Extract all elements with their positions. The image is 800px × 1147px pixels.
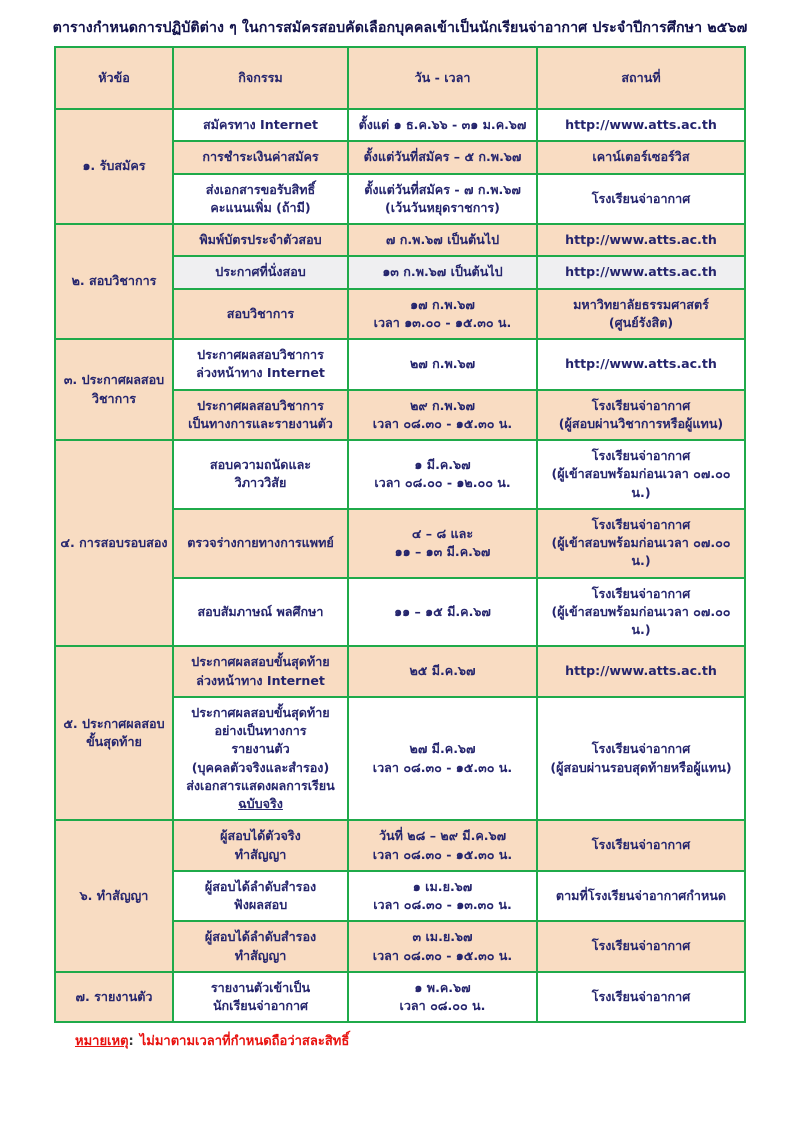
note-label: หมายเหตุ (75, 1034, 129, 1050)
datetime-cell-line: เวลา ๐๘.๓๐ - ๑๕.๓๐ น. (372, 415, 513, 431)
activity-cell-line: ประกาศที่นั่งสอบ (215, 264, 306, 280)
datetime-cell (348, 390, 537, 441)
activity-cell-line: ล่วงหน้าทาง Internet (196, 672, 325, 688)
datetime-cell (348, 646, 537, 697)
topic-cell (55, 109, 173, 224)
datetime-cell-line: วันที่ ๒๘ – ๒๙ มี.ค.๖๗ (378, 828, 507, 844)
datetime-cell (348, 578, 537, 647)
datetime-cell (348, 440, 537, 509)
datetime-cell (348, 256, 537, 288)
topic-line: ๔. การสอบรอบสอง (60, 535, 168, 551)
activity-cell-line: สอบสัมภาษณ์ พลศึกษา (197, 603, 324, 619)
place-cell (537, 390, 745, 441)
place-cell (537, 289, 745, 340)
activity-cell-line: ประกาศผลสอบขั้นสุดท้าย (191, 704, 330, 720)
place-cell-line: โรงเรียนจ่าอากาศ (591, 448, 691, 464)
topic-cell (55, 339, 173, 440)
place-cell (537, 256, 745, 288)
place-cell-line: (ผู้เข้าสอบพร้อมก่อนเวลา ๐๗.๐๐ น.) (551, 535, 731, 569)
schedule-table (54, 46, 746, 1023)
place-cell (537, 141, 745, 173)
activity-cell-line: ล่วงหน้าทาง Internet (196, 365, 325, 381)
place-cell-line: โรงเรียนจ่าอากาศ (591, 837, 691, 853)
datetime-cell-line: (เว้นวันหยุดราชการ) (385, 199, 500, 215)
place-cell (537, 224, 745, 256)
table-row (55, 440, 745, 509)
place-cell-line: ตามที่โรงเรียนจ่าอากาศกำหนด (555, 887, 727, 903)
topic-line: ขั้นสุดท้าย (86, 734, 142, 750)
activity-cell (173, 141, 348, 173)
datetime-cell (348, 339, 537, 390)
datetime-cell-line: เวลา ๐๘.๓๐ - ๑๓.๓๐ น. (373, 897, 512, 913)
activity-cell-line: วิภาววิสัย (234, 475, 287, 491)
datetime-cell-line: ๑๑ – ๑๕ มี.ค.๖๗ (394, 603, 491, 619)
place-cell (537, 871, 745, 922)
activity-cell-line: ตรวจร่างกายทางการแพทย์ (187, 535, 334, 551)
datetime-cell-line: ๑ พ.ค.๖๗ (414, 979, 471, 995)
datetime-cell (348, 289, 537, 340)
datetime-cell-line: เวลา ๑๓.๐๐ - ๑๕.๓๐ น. (373, 314, 512, 330)
datetime-cell (348, 509, 537, 578)
note-text: ไม่มาตามเวลาที่กำหนดถือว่าสละสิทธิ์ (139, 1034, 350, 1050)
datetime-cell (348, 921, 537, 972)
place-cell-line: http://www.atts.ac.th (565, 356, 717, 372)
activity-cell (173, 871, 348, 922)
place-cell (537, 697, 745, 821)
activity-cell-line: คะแนนเพิ่ม (ถ้ามี) (210, 199, 311, 215)
activity-cell-line-underlined: ฉบับจริง (238, 796, 283, 812)
table-row (55, 109, 745, 141)
datetime-cell (348, 972, 537, 1023)
datetime-cell-line: ๒๗ ก.พ.๖๗ (409, 356, 476, 372)
activity-cell-line: รายงานตัวเข้าเป็น (210, 979, 311, 995)
activity-cell-line: ผู้สอบได้ลำดับสำรอง (204, 929, 317, 945)
activity-cell-line: ผู้สอบได้ตัวจริง (220, 828, 301, 844)
place-cell-line: เคาน์เตอร์เซอร์วิส (592, 149, 690, 165)
activity-cell-line: ทำสัญญา (234, 846, 287, 862)
place-cell (537, 921, 745, 972)
table-row (55, 646, 745, 697)
activity-cell (173, 820, 348, 871)
datetime-cell (348, 109, 537, 141)
place-cell (537, 820, 745, 871)
place-cell-line: (ผู้เข้าสอบพร้อมก่อนเวลา ๐๗.๐๐ น.) (551, 466, 731, 500)
activity-cell (173, 697, 348, 821)
datetime-cell-line: เวลา ๐๘.๐๐ น. (399, 998, 486, 1014)
column-header-place: สถานที่ (537, 47, 745, 109)
datetime-cell-line: ตั้งแต่วันที่สมัคร - ๗ ก.พ.๖๗ (364, 181, 521, 197)
activity-cell (173, 972, 348, 1023)
place-cell-line: โรงเรียนจ่าอากาศ (591, 190, 691, 206)
topic-line: ๓. ประกาศผลสอบ (63, 372, 165, 388)
place-cell-line: http://www.atts.ac.th (565, 117, 717, 133)
activity-cell-line: สอบความถนัดและ (209, 457, 312, 473)
place-cell-line: (ผู้สอบผ่านรอบสุดท้ายหรือผู้แทน) (550, 759, 732, 775)
activity-cell (173, 440, 348, 509)
activity-cell-line: สอบวิชาการ (226, 305, 295, 321)
datetime-cell-line: เวลา ๐๘.๐๐ - ๑๒.๐๐ น. (374, 475, 511, 491)
activity-cell-line: พิมพ์บัตรประจำตัวสอบ (199, 232, 322, 248)
activity-cell (173, 509, 348, 578)
datetime-cell-line: ๔ – ๘ และ (411, 525, 474, 541)
place-cell-line: โรงเรียนจ่าอากาศ (591, 741, 691, 757)
place-cell (537, 174, 745, 225)
place-cell-line: http://www.atts.ac.th (565, 264, 717, 280)
datetime-cell-line: ๗ ก.พ.๖๗ เป็นต้นไป (385, 232, 500, 248)
activity-cell (173, 578, 348, 647)
datetime-cell (348, 224, 537, 256)
place-cell-line: มหาวิทยาลัยธรรมศาสตร์ (573, 296, 709, 312)
datetime-cell-line: เวลา ๐๘.๓๐ - ๑๕.๓๐ น. (372, 846, 513, 862)
datetime-cell-line: ๑๑ – ๑๓ มี.ค.๖๗ (394, 544, 491, 560)
table-row (55, 972, 745, 1023)
table-body (55, 109, 745, 1022)
place-cell-line: โรงเรียนจ่าอากาศ (591, 397, 691, 413)
topic-line: วิชาการ (91, 390, 137, 406)
activity-cell-line: ส่งเอกสารขอรับสิทธิ์ (205, 181, 316, 197)
datetime-cell-line: ๒๕ มี.ค.๖๗ (409, 663, 476, 679)
datetime-cell-line: เวลา ๐๘.๓๐ - ๑๕.๓๐ น. (372, 947, 513, 963)
activity-cell-line: ทำสัญญา (234, 947, 287, 963)
datetime-cell (348, 820, 537, 871)
activity-cell (173, 339, 348, 390)
activity-cell (173, 921, 348, 972)
datetime-cell-line: เวลา ๐๘.๓๐ - ๑๕.๓๐ น. (372, 759, 513, 775)
activity-cell-line: ส่งเอกสารแสดงผลการเรียน (186, 777, 335, 793)
topic-cell (55, 820, 173, 972)
topic-cell (55, 224, 173, 339)
place-cell-line: (ผู้สอบผ่านวิชาการหรือผู้แทน) (558, 415, 724, 431)
table-row (55, 224, 745, 256)
table-row (55, 820, 745, 871)
activity-cell (173, 256, 348, 288)
activity-cell-line: (บุคคลตัวจริงและสำรอง) (191, 759, 330, 775)
topic-line: ๑. รับสมัคร (82, 158, 146, 174)
datetime-cell (348, 697, 537, 821)
topic-cell (55, 646, 173, 820)
place-cell (537, 509, 745, 578)
table-header (55, 47, 745, 109)
activity-cell (173, 109, 348, 141)
place-cell (537, 440, 745, 509)
activity-cell-line: การชำระเงินค่าสมัคร (202, 149, 319, 165)
topic-line: ๖. ทำสัญญา (79, 887, 149, 903)
topic-line: ๗. รายงานตัว (75, 988, 153, 1004)
column-header-activity: กิจกรรม (173, 47, 348, 109)
place-cell (537, 109, 745, 141)
activity-cell (173, 224, 348, 256)
activity-cell-line: ฟังผลสอบ (233, 897, 288, 913)
place-cell-line: โรงเรียนจ่าอากาศ (591, 938, 691, 954)
page-title: ตารางกำหนดการปฏิบัติต่าง ๆ ในการสมัครสอบคัดเลือกบุคคลเข้าเป็นนักเรียนจ่าอากาศ ประจำปีการศึกษา ๒๕๖๗ (52, 20, 748, 36)
datetime-cell-line: ๒๗ มี.ค.๖๗ (409, 741, 476, 757)
datetime-cell-line: ๓ เม.ย.๖๗ (412, 929, 473, 945)
datetime-cell-line: ๑๗ ก.พ.๖๗ (410, 296, 475, 312)
place-cell-line: (ศูนย์รังสิต) (608, 314, 674, 330)
activity-cell-line: สมัครทาง Internet (202, 117, 319, 133)
topic-cell (55, 972, 173, 1023)
table-header-row (55, 47, 745, 109)
activity-cell-line: ประกาศผลสอบวิชาการ (197, 347, 324, 363)
activity-cell-line: รายงานตัว (231, 741, 290, 757)
topic-line: ๕. ประกาศผลสอบ (63, 716, 165, 732)
place-cell (537, 578, 745, 647)
topic-cell (55, 440, 173, 646)
datetime-cell-line: ๑ เม.ย.๖๗ (412, 878, 473, 894)
activity-cell-line: เป็นทางการและรายงานตัว (188, 415, 333, 431)
datetime-cell (348, 174, 537, 225)
activity-cell-line: ประกาศผลสอบขั้นสุดท้าย (191, 654, 330, 670)
datetime-cell (348, 871, 537, 922)
topic-line: ๒. สอบวิชาการ (71, 273, 157, 289)
datetime-cell-line: ๑๓ ก.พ.๖๗ เป็นต้นไป (382, 264, 503, 280)
activity-cell-line: นักเรียนจ่าอากาศ (212, 998, 309, 1014)
activity-cell (173, 174, 348, 225)
activity-cell-line: ผู้สอบได้ลำดับสำรอง (204, 878, 317, 894)
place-cell-line: (ผู้เข้าสอบพร้อมก่อนเวลา ๐๗.๐๐ น.) (551, 603, 731, 638)
column-header-topic: หัวข้อ (55, 47, 173, 109)
table-row (55, 339, 745, 390)
place-cell (537, 646, 745, 697)
place-cell (537, 972, 745, 1023)
activity-cell (173, 289, 348, 340)
place-cell-line: โรงเรียนจ่าอากาศ (591, 585, 691, 601)
place-cell-line: http://www.atts.ac.th (565, 232, 717, 248)
place-cell-line: http://www.atts.ac.th (565, 663, 717, 679)
footer-note (55, 1030, 745, 1051)
place-cell-line: โรงเรียนจ่าอากาศ (591, 988, 691, 1004)
note-colon: : (128, 1034, 134, 1050)
column-header-datetime: วัน - เวลา (348, 47, 537, 109)
datetime-cell-line: ๒๙ ก.พ.๖๗ (410, 397, 475, 413)
datetime-cell-line: ๑ มี.ค.๖๗ (414, 457, 471, 473)
place-cell (537, 339, 745, 390)
datetime-cell-line: ตั้งแต่ ๑ ธ.ค.๖๖ - ๓๑ ม.ค.๖๗ (358, 117, 527, 133)
activity-cell-line: อย่างเป็นทางการ (214, 723, 307, 739)
datetime-cell (348, 141, 537, 173)
activity-cell-line: ประกาศผลสอบวิชาการ (197, 397, 324, 413)
activity-cell (173, 646, 348, 697)
place-cell-line: โรงเรียนจ่าอากาศ (591, 516, 691, 532)
datetime-cell-line: ตั้งแต่วันที่สมัคร – ๕ ก.พ.๖๗ (363, 149, 522, 165)
activity-cell (173, 390, 348, 441)
